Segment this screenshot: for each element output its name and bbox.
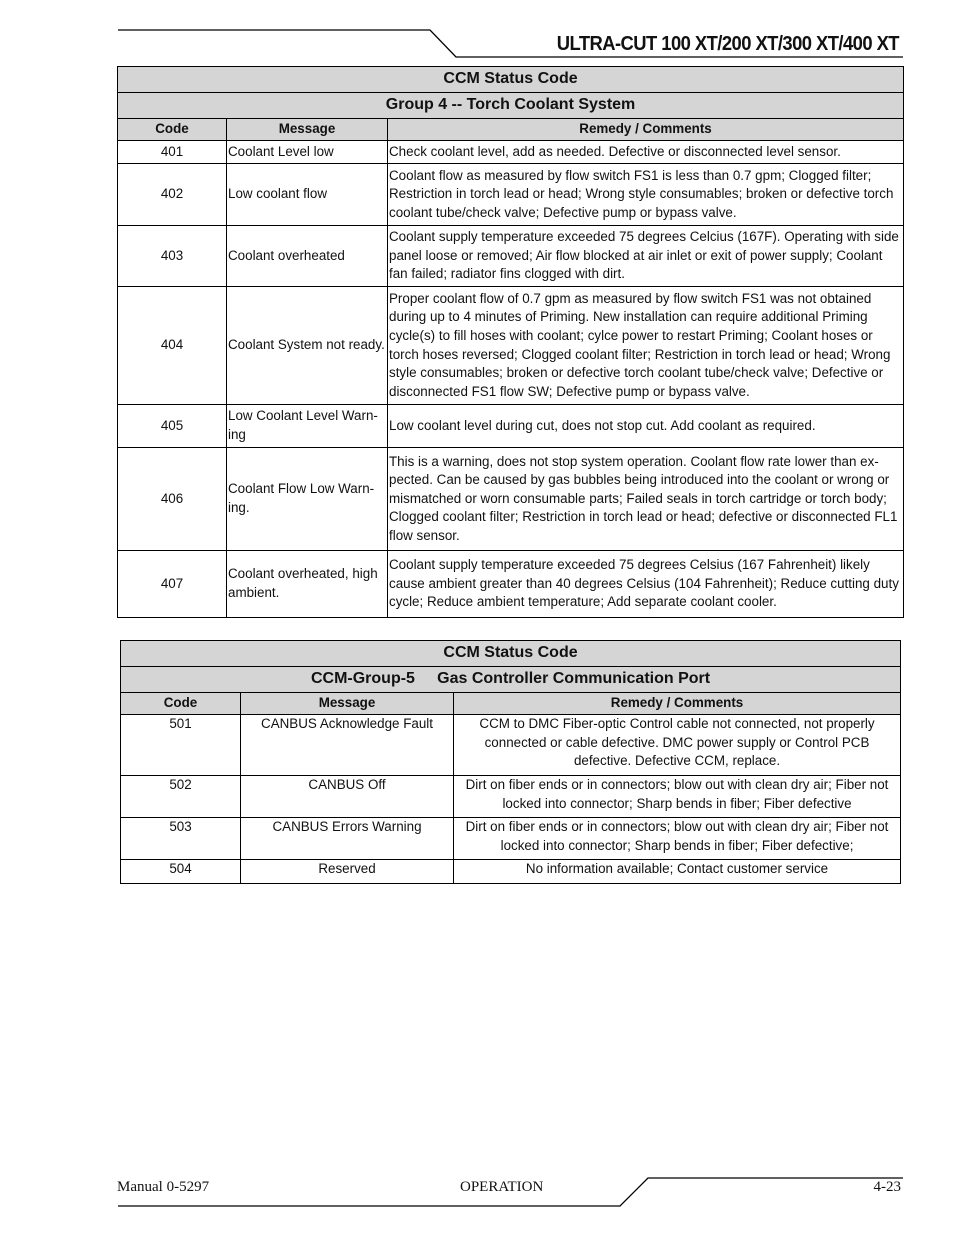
code-cell: 401 bbox=[118, 141, 227, 164]
table-row bbox=[121, 776, 901, 818]
remedy-cell: This is a warning, does not stop system operation. Coolant flow rate lower than ex-pected. Can be caused by gas bubbles being introduced into the coolant or wrong or mismatched or worn consumable parts; Failed seals in torch cartridge or torch body; Clogged coolant filter; Restriction in torch lead or head; defective or disconnected FL1 flow sensor. bbox=[388, 448, 904, 551]
table-row bbox=[118, 164, 904, 226]
table-row bbox=[118, 448, 904, 551]
message-cell: Coolant overheated, high ambient. bbox=[227, 551, 388, 618]
code-cell: 501 bbox=[121, 715, 241, 776]
table-row bbox=[118, 405, 904, 448]
table-row bbox=[121, 715, 901, 776]
code-cell: 404 bbox=[118, 287, 227, 405]
column-header-code: Code bbox=[121, 693, 241, 715]
message-cell: Coolant Flow Low Warn-ing. bbox=[227, 448, 388, 551]
message-cell: Low coolant flow bbox=[227, 164, 388, 226]
message-cell: Coolant System not ready. bbox=[227, 287, 388, 405]
code-cell: 402 bbox=[118, 164, 227, 226]
page-number: 4-23 bbox=[873, 1179, 901, 1195]
column-header-message: Message bbox=[227, 119, 388, 141]
table-row bbox=[118, 287, 904, 405]
message-cell: CANBUS Acknowledge Fault bbox=[241, 715, 454, 776]
code-cell: 403 bbox=[118, 226, 227, 287]
code-cell: 406 bbox=[118, 448, 227, 551]
remedy-cell: Coolant supply temperature exceeded 75 degrees Celcius (167F). Operating with side panel loose or removed; Air flow blocked at air inlet or exit of power supply; Coolant fan failed; radiator fins clogged with dirt. bbox=[388, 226, 904, 287]
table-title: CCM Status Code bbox=[121, 641, 901, 667]
manual-number: Manual 0-5297 bbox=[117, 1179, 210, 1195]
remedy-cell: No information available; Contact customer service bbox=[454, 860, 901, 884]
remedy-cell: Dirt on fiber ends or in connectors; blow out with clean dry air; Fiber not locked into connector; Sharp bends in fiber; Fiber defective bbox=[454, 776, 901, 818]
message-cell: Coolant Level low bbox=[227, 141, 388, 164]
column-header-message: Message bbox=[241, 693, 454, 715]
table-row bbox=[118, 141, 904, 164]
code-cell: 504 bbox=[121, 860, 241, 884]
column-header-remedy: Remedy / Comments bbox=[454, 693, 901, 715]
remedy-cell: Check coolant level, add as needed. Defective or disconnected level sensor. bbox=[388, 141, 904, 164]
message-cell: Coolant overheated bbox=[227, 226, 388, 287]
remedy-cell: Proper coolant flow of 0.7 gpm as measured by flow switch FS1 was not obtained during up to 4 minutes of Priming. New installation can require additional Priming cycle(s) to fill hoses with coolant; cylce power to restart Priming; Coolant hoses or torch hoses reversed; Clogged coolant filter; Restriction in torch lead or head; Wrong style consumables; broken or defective torch coolant tube/check valve; Defective or disconnected FS1 flow SW; Defective pump or bypass valve. bbox=[388, 287, 904, 405]
message-cell: Low Coolant Level Warn-ing bbox=[227, 405, 388, 448]
code-cell: 502 bbox=[121, 776, 241, 818]
table-row bbox=[118, 226, 904, 287]
column-header-code: Code bbox=[118, 119, 227, 141]
table-row bbox=[118, 551, 904, 618]
table-row bbox=[121, 860, 901, 884]
column-header-remedy: Remedy / Comments bbox=[388, 119, 904, 141]
ccm-group5-table bbox=[120, 640, 901, 884]
remedy-cell: Coolant flow as measured by flow switch FS1 is less than 0.7 gpm; Clogged filter; Restriction in torch lead or head; Wrong style consumables; broken or defective torch coolant tube/check valve; Defective pump or bypass valve. bbox=[388, 164, 904, 226]
code-cell: 405 bbox=[118, 405, 227, 448]
table-title: CCM Status Code bbox=[118, 67, 904, 93]
remedy-cell: Dirt on fiber ends or in connectors; blow out with clean dry air; Fiber not locked into connector; Sharp bends in fiber; Fiber defective; bbox=[454, 818, 901, 860]
code-cell: 503 bbox=[121, 818, 241, 860]
code-cell: 407 bbox=[118, 551, 227, 618]
table-row bbox=[121, 818, 901, 860]
section-name: OPERATION bbox=[460, 1179, 544, 1195]
remedy-cell: CCM to DMC Fiber-optic Control cable not connected, not properly connected or cable defective. DMC power supply or Control PCB defective. Defective CCM, replace. bbox=[454, 715, 901, 776]
ccm-group4-table bbox=[117, 66, 904, 618]
remedy-cell: Low coolant level during cut, does not stop cut. Add coolant as required. bbox=[388, 405, 904, 448]
message-cell: CANBUS Errors Warning bbox=[241, 818, 454, 860]
document-title: ULTRA-CUT 100 XT/200 XT/300 XT/400 XT bbox=[556, 33, 899, 55]
message-cell: CANBUS Off bbox=[241, 776, 454, 818]
message-cell: Reserved bbox=[241, 860, 454, 884]
table-group-title: CCM-Group-5 Gas Controller Communication Port bbox=[121, 667, 901, 693]
table-group-title: Group 4 -- Torch Coolant System bbox=[118, 93, 904, 119]
remedy-cell: Coolant supply temperature exceeded 75 degrees Celsius (167 Fahrenheit) likely cause ambient greater than 40 degrees Celsius (104 Fahrenheit); Reduce cutting duty cycle; Reduce ambient temperature; Add separate coolant cooler. bbox=[388, 551, 904, 618]
